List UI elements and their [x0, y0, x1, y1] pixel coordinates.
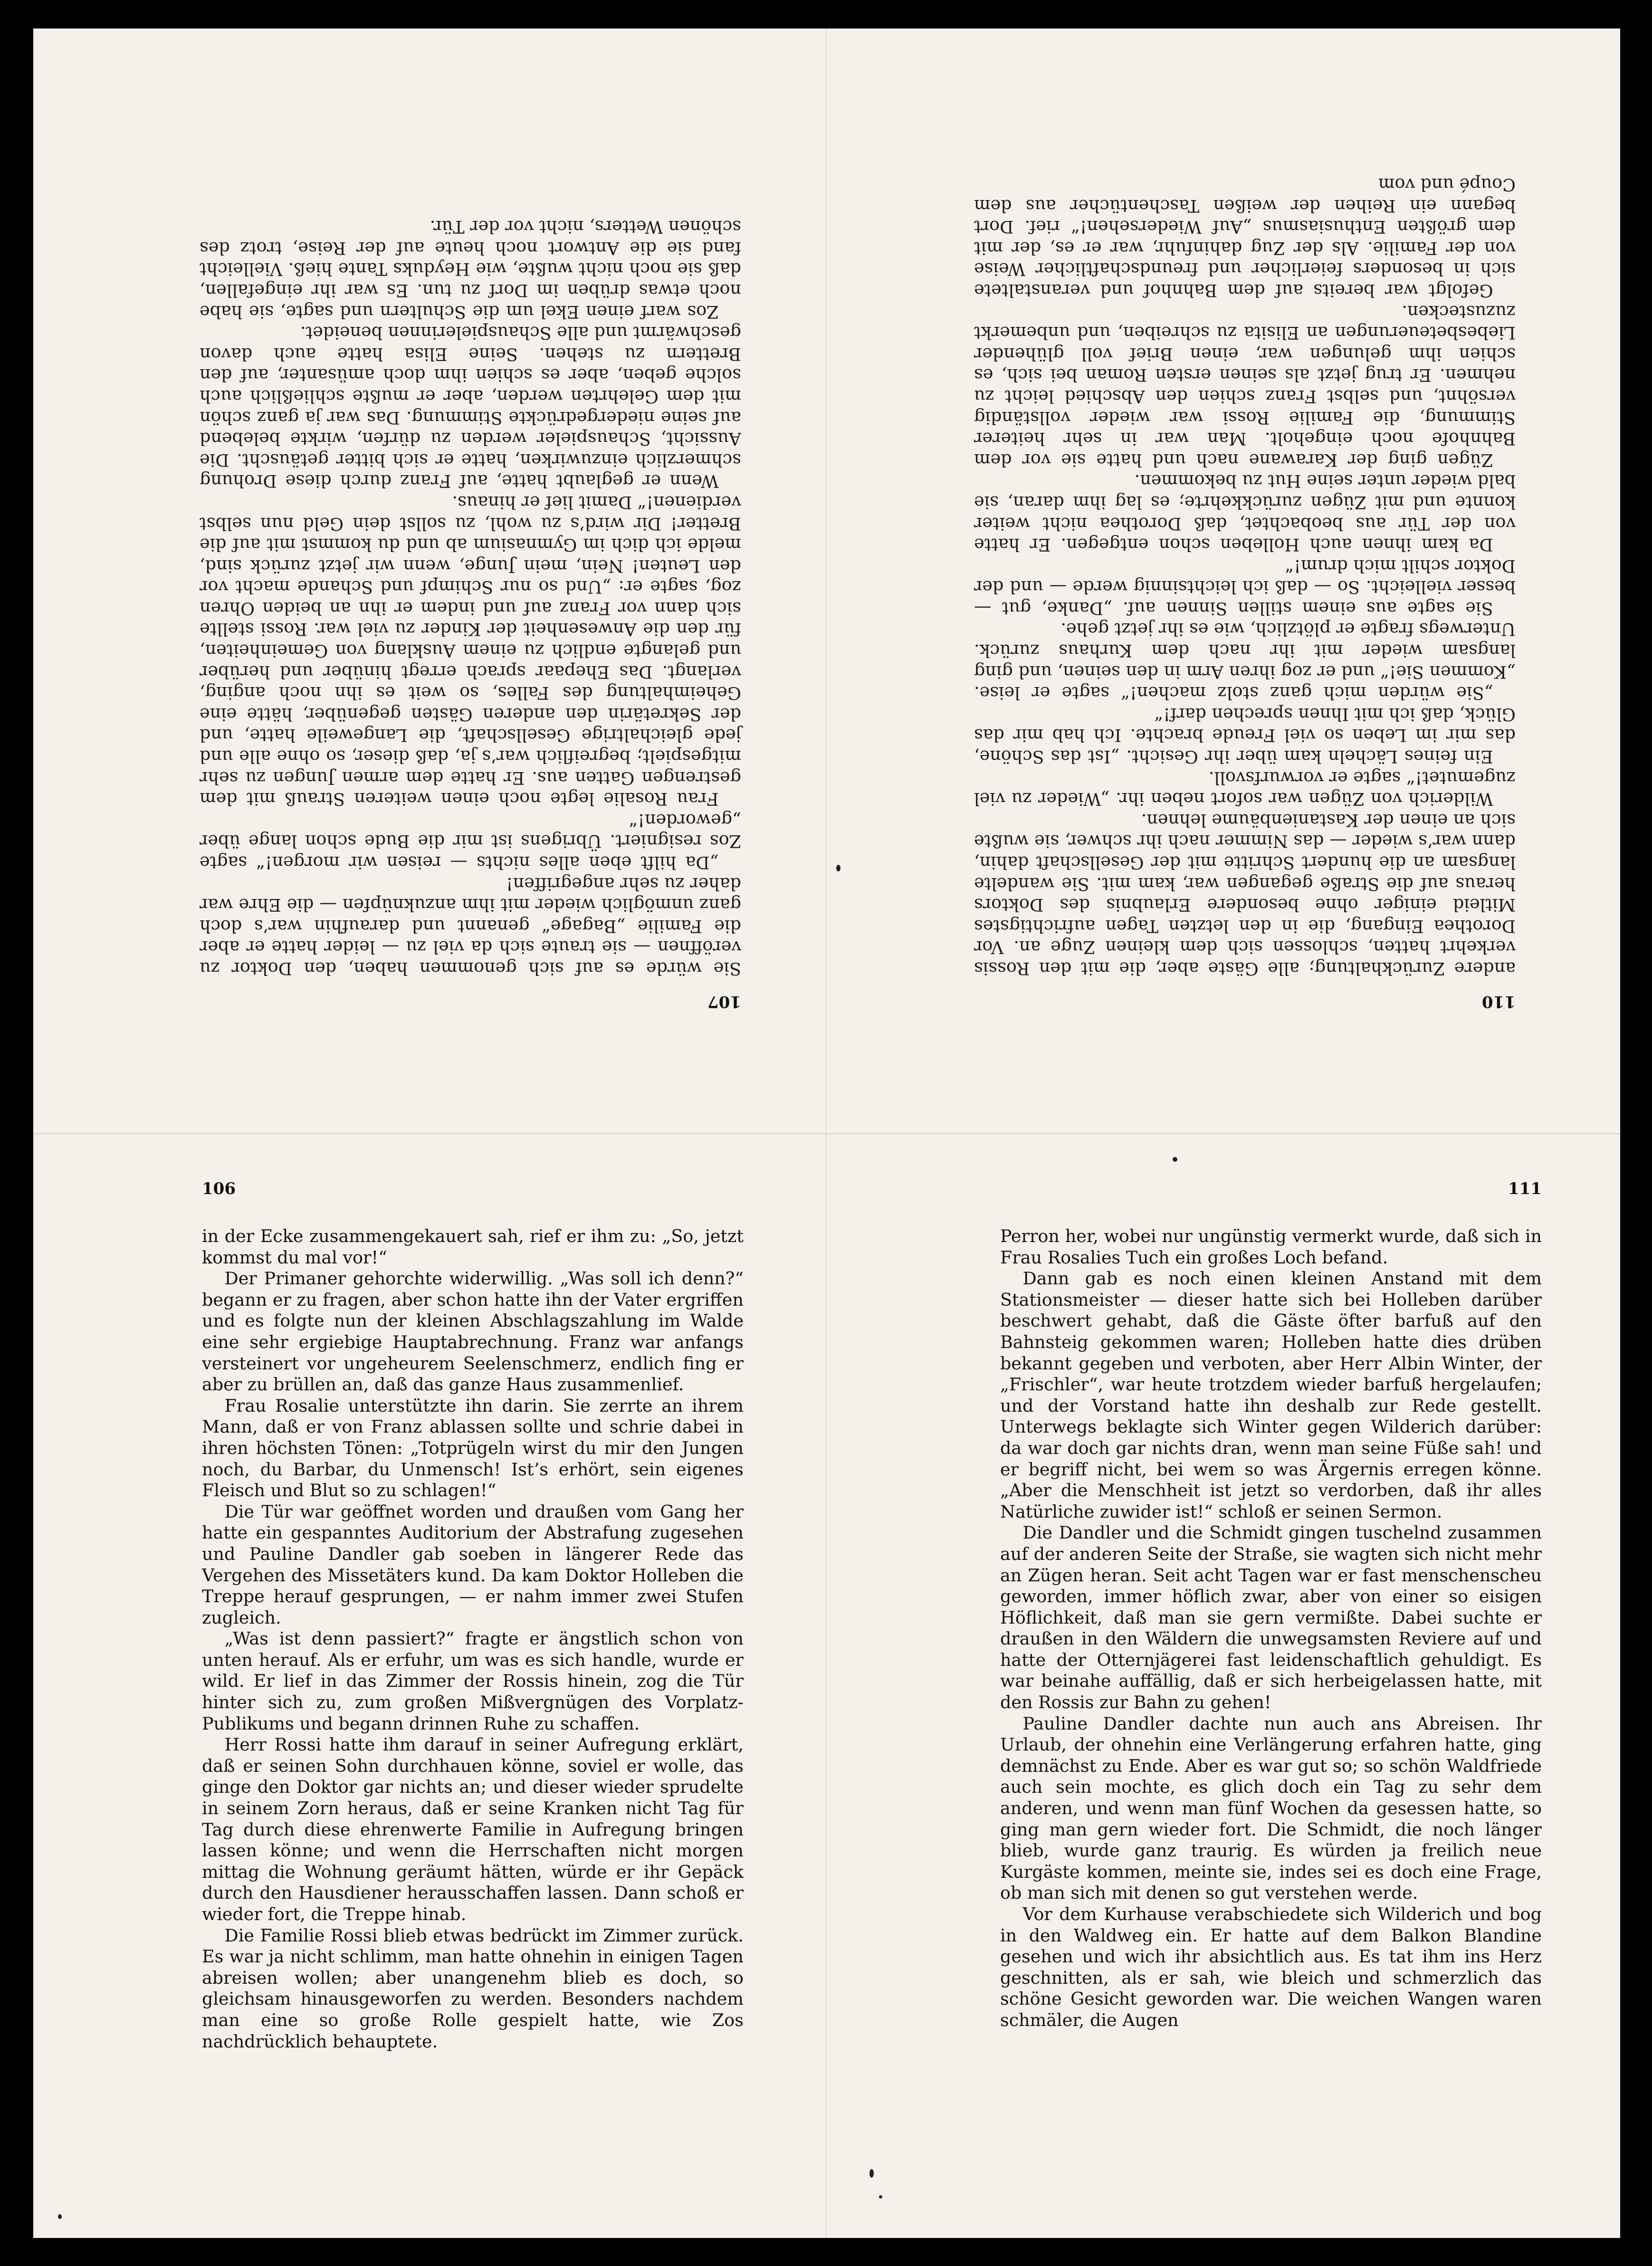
paragraph: Gefolgt war bereits auf dem Bahnhof und veranstaltete sich in besonders feierlicher und freundschaftlicher Weise von der Familie. Als der Zug dahinfuhr, war er es, der mit dem größten Enthusiasmus „Auf Wiedersehen!“ rief. Dort begann ein Reihen der weißen Taschentücher aus dem Coupé und vom	[974, 174, 1516, 301]
paragraph: Zügen ging der Karawane nach und hatte sie vor dem Bahnhofe noch eingeholt. Man war in sehr heiterer Stimmung, die Familie Rossi war wieder vollständig versöhnt, und selbst Franz schien den Abschied leicht zu nehmen. Er trug jetzt als seinen ersten Roman bei sich, es schien ihm gelungen war, einen Brief voll glühender Liebesbeteuerungen an Elisita zu schreiben, und unbemerkt zuzustecken.	[974, 301, 1516, 470]
page-110	[974, 86, 1516, 1012]
paragraph: „Sie würden mich ganz stolz machen!“ sagte er leise. „Kommen Sie!“ und er zog ihren Arm in den seinen, und ging langsam wieder mit ihr nach dem Kurhaus zurück. Unterwegs fragte er plötzlich, wie es ihr jetzt gehe.	[974, 619, 1516, 704]
paragraph: Wenn er geglaubt hatte, auf Franz durch diese Drohung schmerzlich einzuwirken, hatte er sich bitter getäuscht. Die Aussicht, Schauspieler werden zu dürfen, wirkte belebend auf seine niedergedrückte Stimmung. Das war ja ganz schön mit dem Gelehrten werden, aber er mußte schließlich auch solche geben, aber es schien ihm doch amüsanter, auf den Brettern zu stehen. Seine Elisa hatte auch davon geschwärmt und alle Schauspielerinnen beneidet.	[200, 323, 741, 492]
page-number: 111	[1508, 1179, 1542, 1198]
paragraph: Die Tür war geöffnet worden und draußen vom Gang her hatte ein gespanntes Auditorium der Abstrafung zugesehen und Pauline Dandler gab soeben in längerer Rede das Vergehen des Missetäters kund. Da kam Doktor Holleben die Treppe herauf gesprungen, — er nahm immer zwei Stufen zugleich.	[202, 1501, 744, 1628]
page-text	[202, 1226, 744, 2052]
page-number: 110	[1482, 992, 1516, 1011]
page-fold-line	[33, 1133, 1620, 1134]
paragraph: Dann gab es noch einen kleinen Anstand mit dem Stationsmeister — dieser hatte sich bei Holleben darüber beschwert gehabt, daß die Gäste öfter barfuß auf den Bahnsteig gekommen waren; Holleben hatte dies drüben bekannt gegeben und verboten, aber Herr Albin Winter, der „Frischler“, war heute trotzdem wieder barfuß hergelaufen; und der Vorstand hatte ihn deshalb zur Rede gestellt. Unterwegs beklagte sich Winter gegen Wilderich darüber: da war doch gar nichts dran, wenn man seine Füße sah! und er begriff nicht, bei wem so was Ärgernis erregen könne. „Aber die Menschheit ist jetzt so verdorben, daß ihr alles Natürliche zuwider ist!“ schloß er seinen Sermon.	[1000, 1268, 1542, 1522]
page-106	[202, 1178, 744, 2176]
page-111	[1000, 1178, 1542, 2176]
scan-speck	[1173, 1157, 1177, 1162]
scan-speck	[879, 2195, 882, 2199]
page-107	[200, 86, 741, 1012]
paragraph: Herr Rossi hatte ihm darauf in seiner Aufregung erklärt, daß er seinen Sohn durchhauen könne, soviel er wolle, das ginge den Doktor gar nichts an; und dieser wieder sprudelte in seinem Zorn heraus, daß er seine Kranken nicht Tag für Tag durch diese ehrenwerte Familie in Aufregung bringen lassen könne; und wenn die Herrschaften nicht morgen mittag die Wohnung geräumt hätten, würde er ihr Gepäck durch den Hausdiener herausschaffen lassen. Dann schoß er wieder fort, die Treppe hinab.	[202, 1734, 744, 1924]
scanned-sheet	[33, 29, 1620, 2238]
paragraph: „Was ist denn passiert?“ fragte er ängstlich schon von unten herauf. Als er erfuhr, um was es sich handle, wurde er wild. Er lief in das Zimmer der Rossis hinein, zog die Tür hinter sich zu, zum großen Mißvergnügen des Vorplatz-Publikums und begann drinnen Ruhe zu schaffen.	[202, 1628, 744, 1734]
paragraph: Die Dandler und die Schmidt gingen tuschelnd zusammen auf der anderen Seite der Straße, sie wagten sich nicht mehr an Zügen heran. Seit acht Tagen war er fast menschenscheu geworden, immer höflich zwar, aber von einer so eisigen Höflichkeit, daß man sie gern vermißte. Dabei suchte er draußen in den Wäldern die unwegsamsten Reviere auf und hatte der Otternjägerei fast leidenschaftlich gehuldigt. Es war beinahe auffällig, daß er sich herbeigelassen hatte, mit den Rossis zur Bahn zu gehen!	[1000, 1522, 1542, 1713]
paragraph: Sie sagte aus einem stillen Sinnen auf. „Danke, gut — besser vielleicht. So — daß ich leichtsinnig werde — und der Doktor schilt mich drum!“	[974, 555, 1516, 619]
paragraph: Der Primaner gehorchte widerwillig. „Was soll ich denn?“ begann er zu fragen, aber schon hatte ihn der Vater ergriffen und es folgte nun der kleinen Abschlagszahlung im Walde eine sehr ergiebige Hauptabrechnung. Franz war anfangs versteinert vor ungeheurem Seelenschmerz, endlich fing er aber zu brüllen an, daß das ganze Haus zusammenlief.	[202, 1268, 744, 1395]
paragraph: in der Ecke zusammengekauert sah, rief er ihm zu: „So, jetzt kommst du mal vor!“	[202, 1226, 744, 1268]
paragraph: „Da hilft eben alles nichts — reisen wir morgen!“ sagte Zos resigniert. Übrigens ist mir die Bude schon lange über „geworden!“	[200, 810, 741, 873]
paragraph: Wilderich von Zügen war sofort neben ihr. „Wieder zu viel zugemutet!“ sagte er vorwurfsvoll.	[974, 767, 1516, 810]
paragraph: Zos warf einen Ekel um die Schultern und sagte, sie habe noch etwas drüben im Dorf zu tun. Es war ihr eingefallen, daß sie noch nicht wußte, wie Heyduks Tante hieß. Vielleicht fand sie die Antwort noch heute auf der Reise, trotz des schönen Wetters, nicht vor der Tür.	[200, 217, 741, 322]
paragraph: Da kam ihnen auch Holleben schon entgegen. Er hatte von der Tür aus beobachtet, daß Dorothea nicht weiter konnte und mit Zügen zurückkehrte; es lag ihm daran, sie bald wieder unter seine Hut zu bekommen.	[974, 471, 1516, 555]
paragraph: Frau Rosalie legte noch einen weiteren Strauß mit dem gestrengen Gatten aus. Er hatte dem armen Jungen zu sehr mitgespielt; begreiflich war’s ja, daß dieser, so ohne alle und jede gleichaltrige Gesellschaft, die Langeweile hatte, und der Sekretärin den anderen Gästen gegenüber, hätte eine Geheimhaltung des Falles, so weit es ihn noch anging, verlangt. Das Ehepaar sprach erregt hinüber und herüber und gelangte endlich zu einem Ausklang von Gemeinheiten, für den die Anwesenheit der Kinder zu viel war. Rossi stellte sich dann vor Franz auf und indem er ihn an beiden Ohren zog, sagte er: „Und so nur Schimpf und Schande macht vor den Leuten! Nein, mein Junge, wenn wir jetzt zurück sind, melde ich dich im Gymnasium ab und du kommst mit auf die Bretter! Dir wird’s zu wohl, zu sollst dein Geld nun selbst verdienen!“ Damit lief er hinaus.	[200, 492, 741, 810]
page-text	[200, 216, 741, 979]
paragraph: Vor dem Kurhause verabschiedete sich Wilderich und bog in den Waldweg ein. Er hatte auf dem Balkon Blandine gesehen und wich ihr absichtlich aus. Es tat ihm ins Herz geschnitten, als er sah, wie bleich und schmerzlich das schöne Gesicht geworden war. Die weichen Wangen waren schmäler, die Augen	[1000, 1904, 1542, 2030]
paragraph: Ein feines Lächeln kam über ihr Gesicht. „Ist das Schöne, das mir im Leben so viel Freude brachte. Ich hab mir das Glück, daß ich mit Ihnen sprechen darf!“	[974, 704, 1516, 767]
paragraph: Sie würde es auf sich genommen haben, den Doktor zu veröffnen — sie traute sich da viel zu — leider hatte er aber die Familie „Bagage“ genannt und daraufhin war’s doch ganz unmöglich wieder mit ihm anzuknüpfen — die Ehre war daher zu sehr angegriffen!	[200, 873, 741, 979]
scan-speck	[58, 2214, 62, 2219]
page-text	[1000, 1226, 1542, 2031]
paragraph: Frau Rosalie unterstützte ihn darin. Sie zerrte an ihrem Mann, daß er von Franz ablassen sollte und schrie dabei in ihren höchsten Tönen: „Totprügeln wirst du mir den Jungen noch, du Barbar, du Unmensch! Ist’s erhört, sein eigenes Fleisch und Blut so zu schlagen!“	[202, 1395, 744, 1501]
book-spine	[826, 29, 827, 2238]
scan-speck	[836, 865, 840, 871]
paragraph: Perron her, wobei nur ungünstig vermerkt wurde, daß sich in Frau Rosalies Tuch ein großes Loch befand.	[1000, 1226, 1542, 1268]
scan-speck	[869, 2169, 874, 2178]
page-text	[974, 173, 1516, 979]
page-number: 107	[707, 992, 741, 1011]
paragraph: Die Familie Rossi blieb etwas bedrückt im Zimmer zurück. Es war ja nicht schlimm, man hatte ohnehin in einigen Tagen abreisen wollen; aber unangenehm blieb es doch, so gleichsam hinausgeworfen zu werden. Besonders nachdem man eine so große Rolle gespielt hatte, wie Zos nachdrücklich behauptete.	[202, 1925, 744, 2052]
page-number: 106	[202, 1179, 236, 1198]
paragraph: andere Zurückhaltung; alle Gäste aber, die mit den Rossis verkehrt hatten, schlossen sich dem kleinen Zuge an. Vor Dorothea Eingang, die in den letzten Tagen aufrichtigstes Mitleid einiger ohne besondere Erlaubnis des Doktors heraus auf die Straße gegangen war, kam mit. Sie wandelte langsam an die hundert Schritte mit der Gesellschaft dahin, dann war’s wieder — das Nimmer nach ihr schwer, sie wußte sich an einen der Kastanienbäume lehnen.	[974, 810, 1516, 979]
paragraph: Pauline Dandler dachte nun auch ans Abreisen. Ihr Urlaub, der ohnehin eine Verlängerung erfahren hatte, ging demnächst zu Ende. Aber es war gut so; so schön Waldfriede auch sein mochte, es glich doch ein Tag zu sehr dem anderen, und wenn man fünf Wochen da gesessen hatte, so ging man gern wieder fort. Die Schmidt, die noch länger blieb, wurde ganz traurig. Es würden ja freilich neue Kurgäste kommen, meinte sie, indes sei es doch eine Frage, ob man sich mit denen so gut verstehen werde.	[1000, 1713, 1542, 1903]
